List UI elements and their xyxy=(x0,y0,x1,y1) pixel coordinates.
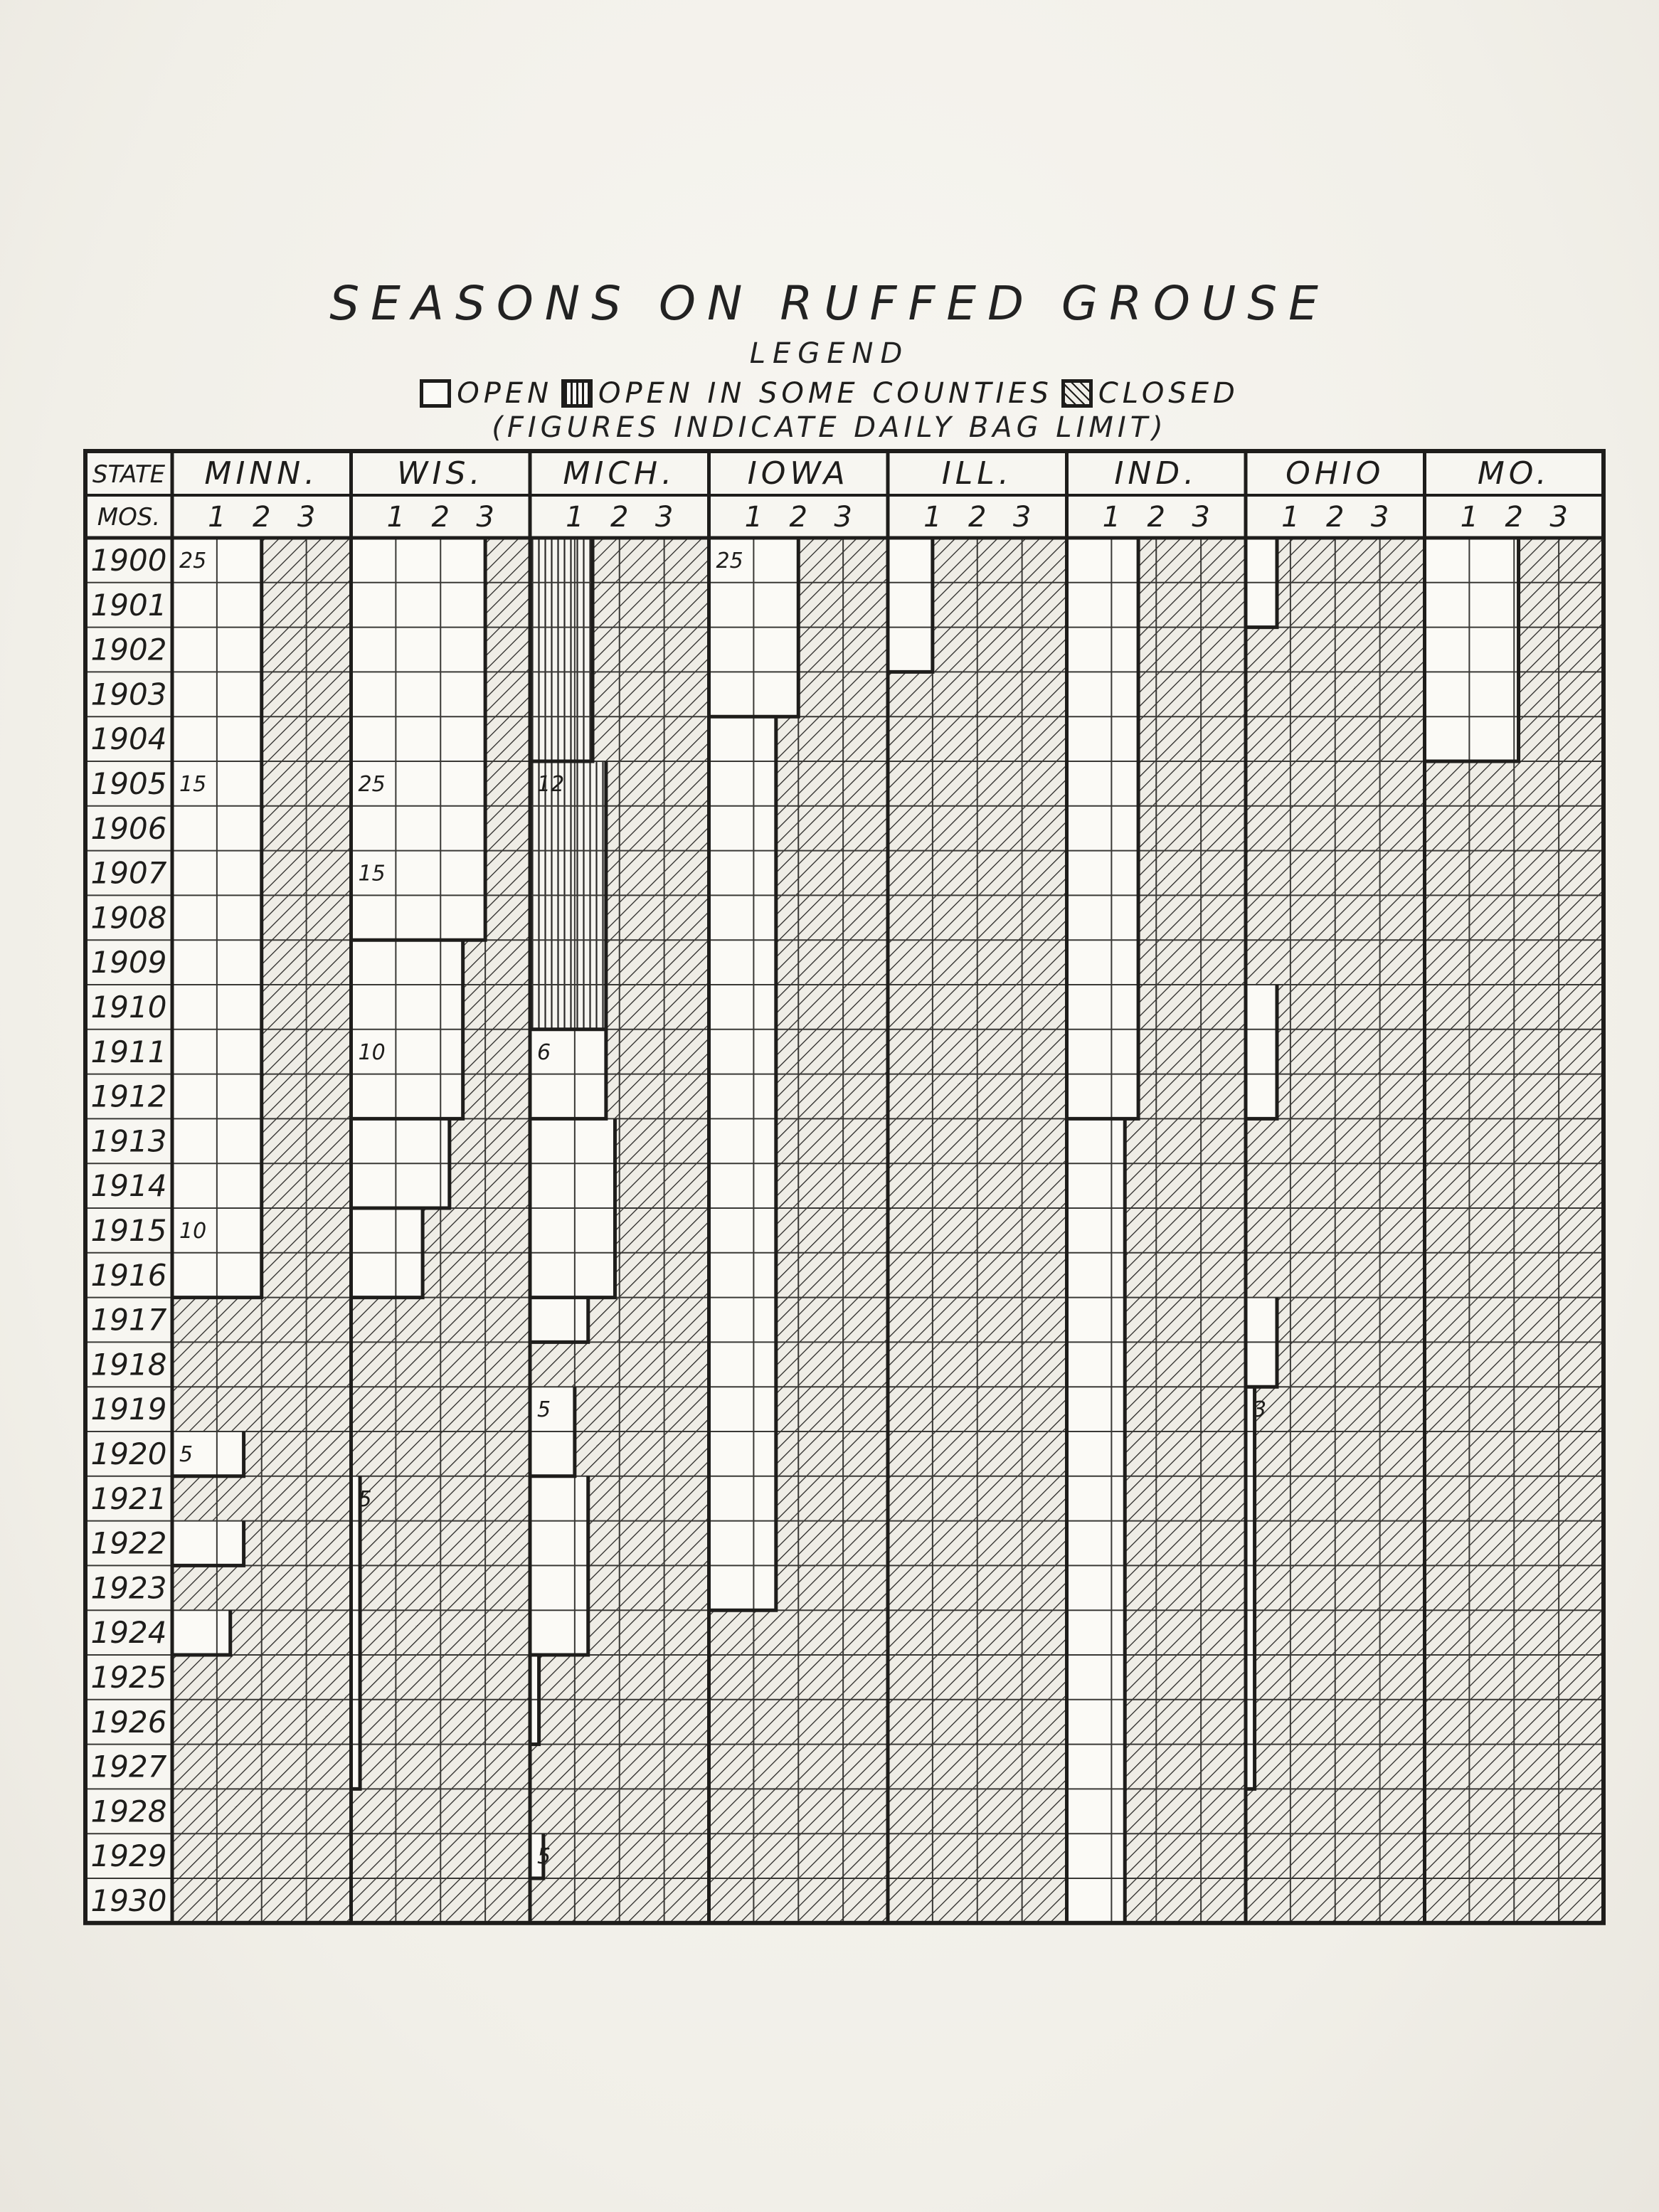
state-name-ill: ILL. xyxy=(941,455,1013,492)
year-label: 1906 xyxy=(90,810,167,846)
month-label: 1 xyxy=(1102,501,1121,534)
bag-limit-label: 15 xyxy=(358,861,386,887)
year-label: 1912 xyxy=(90,1079,167,1114)
month-label: 2 xyxy=(253,501,271,534)
month-label: 2 xyxy=(431,501,450,534)
year-label: 1922 xyxy=(90,1525,167,1561)
month-label: 3 xyxy=(1549,501,1568,534)
bag-limit-label: 5 xyxy=(358,1486,372,1512)
bag-limit-label: 15 xyxy=(179,772,207,797)
chart-title: SEASONS ON RUFFED GROUSE xyxy=(329,276,1330,331)
year-label: 1909 xyxy=(90,945,167,980)
bag-limit-label: 5 xyxy=(179,1442,194,1467)
bag-limit-label: 6 xyxy=(537,1039,551,1065)
year-label: 1903 xyxy=(90,677,167,712)
year-label: 1913 xyxy=(90,1123,167,1159)
year-label: 1900 xyxy=(90,543,167,578)
year-label: 1930 xyxy=(90,1883,167,1918)
year-label: 1919 xyxy=(90,1392,167,1427)
month-label: 2 xyxy=(968,501,987,534)
month-label: 1 xyxy=(386,501,406,534)
month-label: 3 xyxy=(297,501,316,534)
season-open-ohio-1910 xyxy=(1246,985,1277,1118)
bag-limit-label: 25 xyxy=(358,772,386,797)
month-label: 1 xyxy=(1460,501,1479,534)
season-some-mich-1900 xyxy=(530,538,593,761)
season-open-minn-1922 xyxy=(172,1521,244,1566)
months-header: MOS. xyxy=(97,503,161,531)
year-label: 1921 xyxy=(90,1481,167,1516)
month-label: 2 xyxy=(1147,501,1165,534)
year-label: 1918 xyxy=(90,1347,167,1382)
legend-label-closed: CLOSED xyxy=(1098,377,1239,410)
legend-label-some: OPEN IN SOME COUNTIES xyxy=(598,377,1053,410)
bag-limit-label: 5 xyxy=(537,1844,551,1870)
year-label: 1914 xyxy=(90,1168,167,1204)
year-label: 1927 xyxy=(90,1749,167,1784)
year-label: 1917 xyxy=(90,1302,167,1338)
bag-limit-label: 10 xyxy=(179,1219,207,1244)
year-label: 1915 xyxy=(90,1213,167,1248)
bag-limit-label: 12 xyxy=(537,772,565,797)
year-label: 1907 xyxy=(90,855,167,891)
month-label: 1 xyxy=(744,501,763,534)
year-label: 1904 xyxy=(90,721,167,757)
month-label: 3 xyxy=(1370,501,1389,534)
season-open-minn-1924 xyxy=(172,1610,230,1655)
month-label: 3 xyxy=(476,501,494,534)
year-label: 1924 xyxy=(90,1615,167,1651)
bag-limit-label: 25 xyxy=(716,549,743,573)
month-label: 1 xyxy=(566,501,584,534)
state-header: STATE xyxy=(92,460,166,489)
year-label: 1920 xyxy=(90,1436,167,1471)
month-label: 1 xyxy=(923,501,942,534)
state-name-iowa: IOWA xyxy=(747,455,849,492)
month-label: 3 xyxy=(1192,501,1210,534)
state-name-ohio: OHIO xyxy=(1286,455,1385,492)
year-label: 1916 xyxy=(90,1257,167,1293)
year-label: 1902 xyxy=(90,632,167,667)
year-label: 1910 xyxy=(90,990,167,1025)
state-name-mo: MO. xyxy=(1477,455,1551,492)
state-name-wis: WIS. xyxy=(397,455,484,492)
legend-label-open: OPEN xyxy=(457,377,553,410)
bag-limit-label: 3 xyxy=(1253,1397,1267,1423)
season-open-ind-1900 xyxy=(1067,538,1139,1118)
year-label: 1908 xyxy=(90,900,167,936)
year-label: 1926 xyxy=(90,1704,167,1740)
state-name-minn: MINN. xyxy=(204,455,319,492)
year-label: 1923 xyxy=(90,1570,167,1606)
year-label: 1928 xyxy=(90,1794,167,1829)
bag-limit-label: 5 xyxy=(537,1397,551,1423)
year-label: 1929 xyxy=(90,1838,167,1874)
month-label: 3 xyxy=(654,501,674,534)
bag-limit-label: 10 xyxy=(358,1039,386,1065)
year-label: 1925 xyxy=(90,1660,167,1695)
season-open-mich-1917 xyxy=(530,1298,588,1343)
year-label: 1911 xyxy=(90,1034,167,1069)
state-name-mich: MICH. xyxy=(563,455,677,492)
month-label: 2 xyxy=(1505,501,1523,534)
year-label: 1901 xyxy=(90,587,167,623)
season-open-ill-1900 xyxy=(888,538,933,672)
legend-note: (FIGURES INDICATE DAILY BAG LIMIT) xyxy=(492,411,1167,444)
legend-heading: LEGEND xyxy=(749,337,910,370)
season-open-mo-1900 xyxy=(1425,538,1519,761)
month-label: 1 xyxy=(208,501,226,534)
month-label: 2 xyxy=(789,501,807,534)
month-label: 2 xyxy=(1326,501,1345,534)
year-label: 1905 xyxy=(90,766,167,801)
state-name-ind: IND. xyxy=(1114,455,1199,492)
month-label: 2 xyxy=(610,501,629,534)
month-label: 3 xyxy=(834,501,852,534)
month-label: 1 xyxy=(1281,501,1300,534)
bag-limit-label: 25 xyxy=(179,549,207,573)
month-label: 3 xyxy=(1012,501,1032,534)
